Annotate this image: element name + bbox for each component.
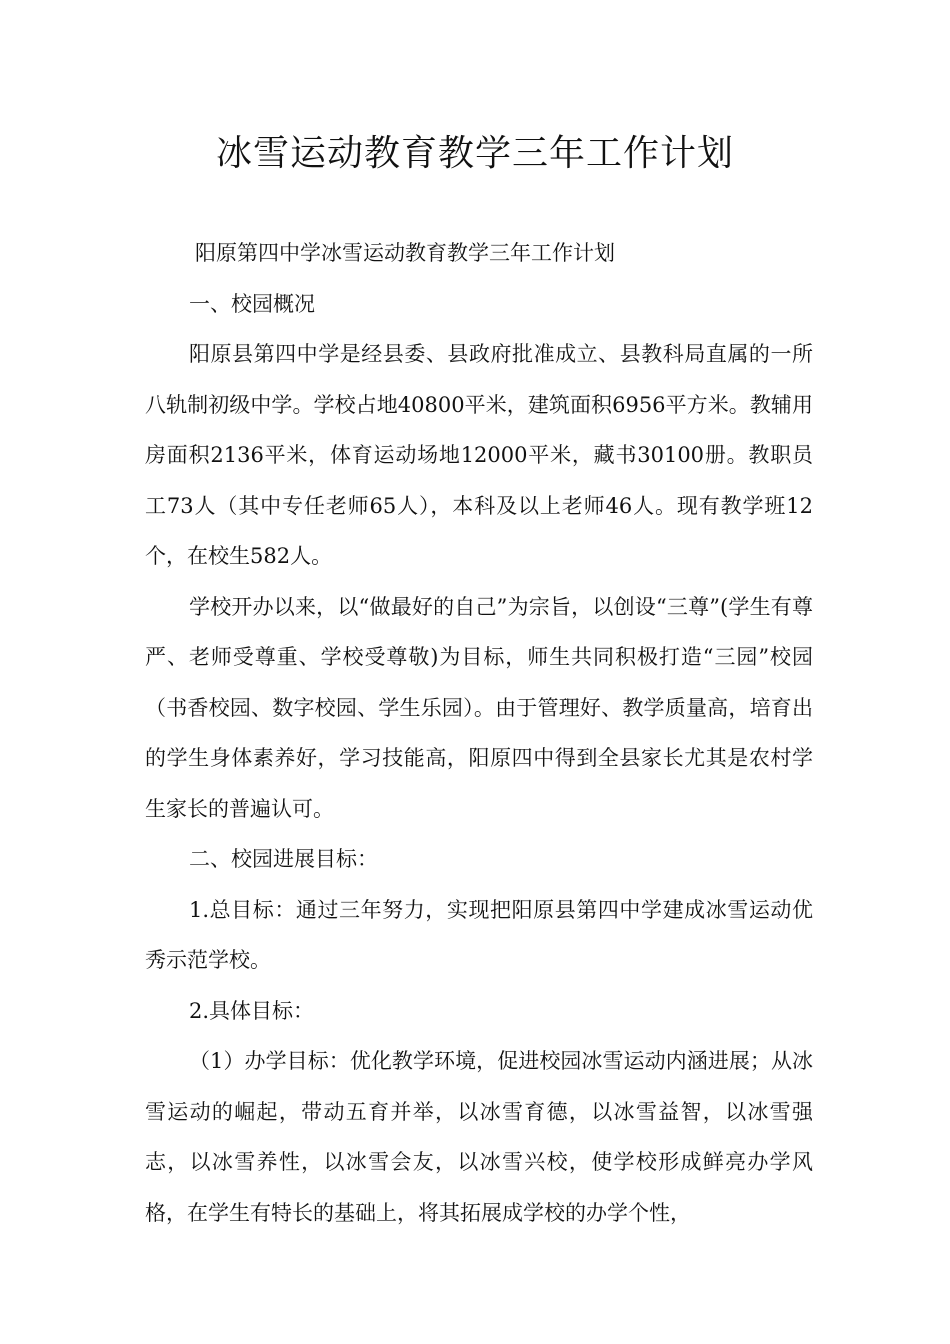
section-heading-goals: 二、校园进展目标： <box>189 847 378 871</box>
paragraph-school-goal: （1）办学目标：优化教学环境，促进校园冰雪运动内涵进展；从冰雪运动的崛起，带动五育并举，以冰雪育德，以冰雪益智，以冰雪强志，以冰雪养性，以冰雪会友，以冰雪兴校，使学校形成鲜亮办学风格，在学生有特长的基础上，将其拓展成学校的办学个性， <box>145 1049 813 1225</box>
paragraph-specific-goals-heading: 2.具体目标： <box>189 998 315 1023</box>
paragraph-overall-goal: 1.总目标：通过三年努力，实现把阳原县第四中学建成冰雪运动优秀示范学校。 <box>145 897 813 972</box>
paragraph-overview: 阳原县第四中学是经县委、县政府批准成立、县教科局直属的一所八轨制初级中学。学校占地40800平米，建筑面积6956平方米。教辅用房面积2136平米，体育运动场地12000平米，藏书30100册。教职员工73人（其中专任老师65人），本科及以上老师46人。现有教学班12个，在校生582人。 <box>145 342 813 568</box>
section-heading-overview: 一、校园概况 <box>189 291 315 316</box>
paragraph-history: 学校开办以来，以“做最好的自己”为宗旨，以创设“三尊”(学生有尊严、老师受尊重、学校受尊敬)为目标，师生共同积极打造“三园”校园（书香校园、数字校园、学生乐园）。由于管理好、教学质量高，培育出的学生身体素养好，学习技能高，阳原四中得到全县家长尤其是农村学生家长的普遍认可。 <box>145 594 813 821</box>
subtitle-paragraph: 阳原第四中学冰雪运动教育教学三年工作计划 <box>195 241 615 265</box>
document-body <box>145 228 813 1238</box>
document-title: 冰雪运动教育教学三年工作计划 <box>215 133 734 174</box>
